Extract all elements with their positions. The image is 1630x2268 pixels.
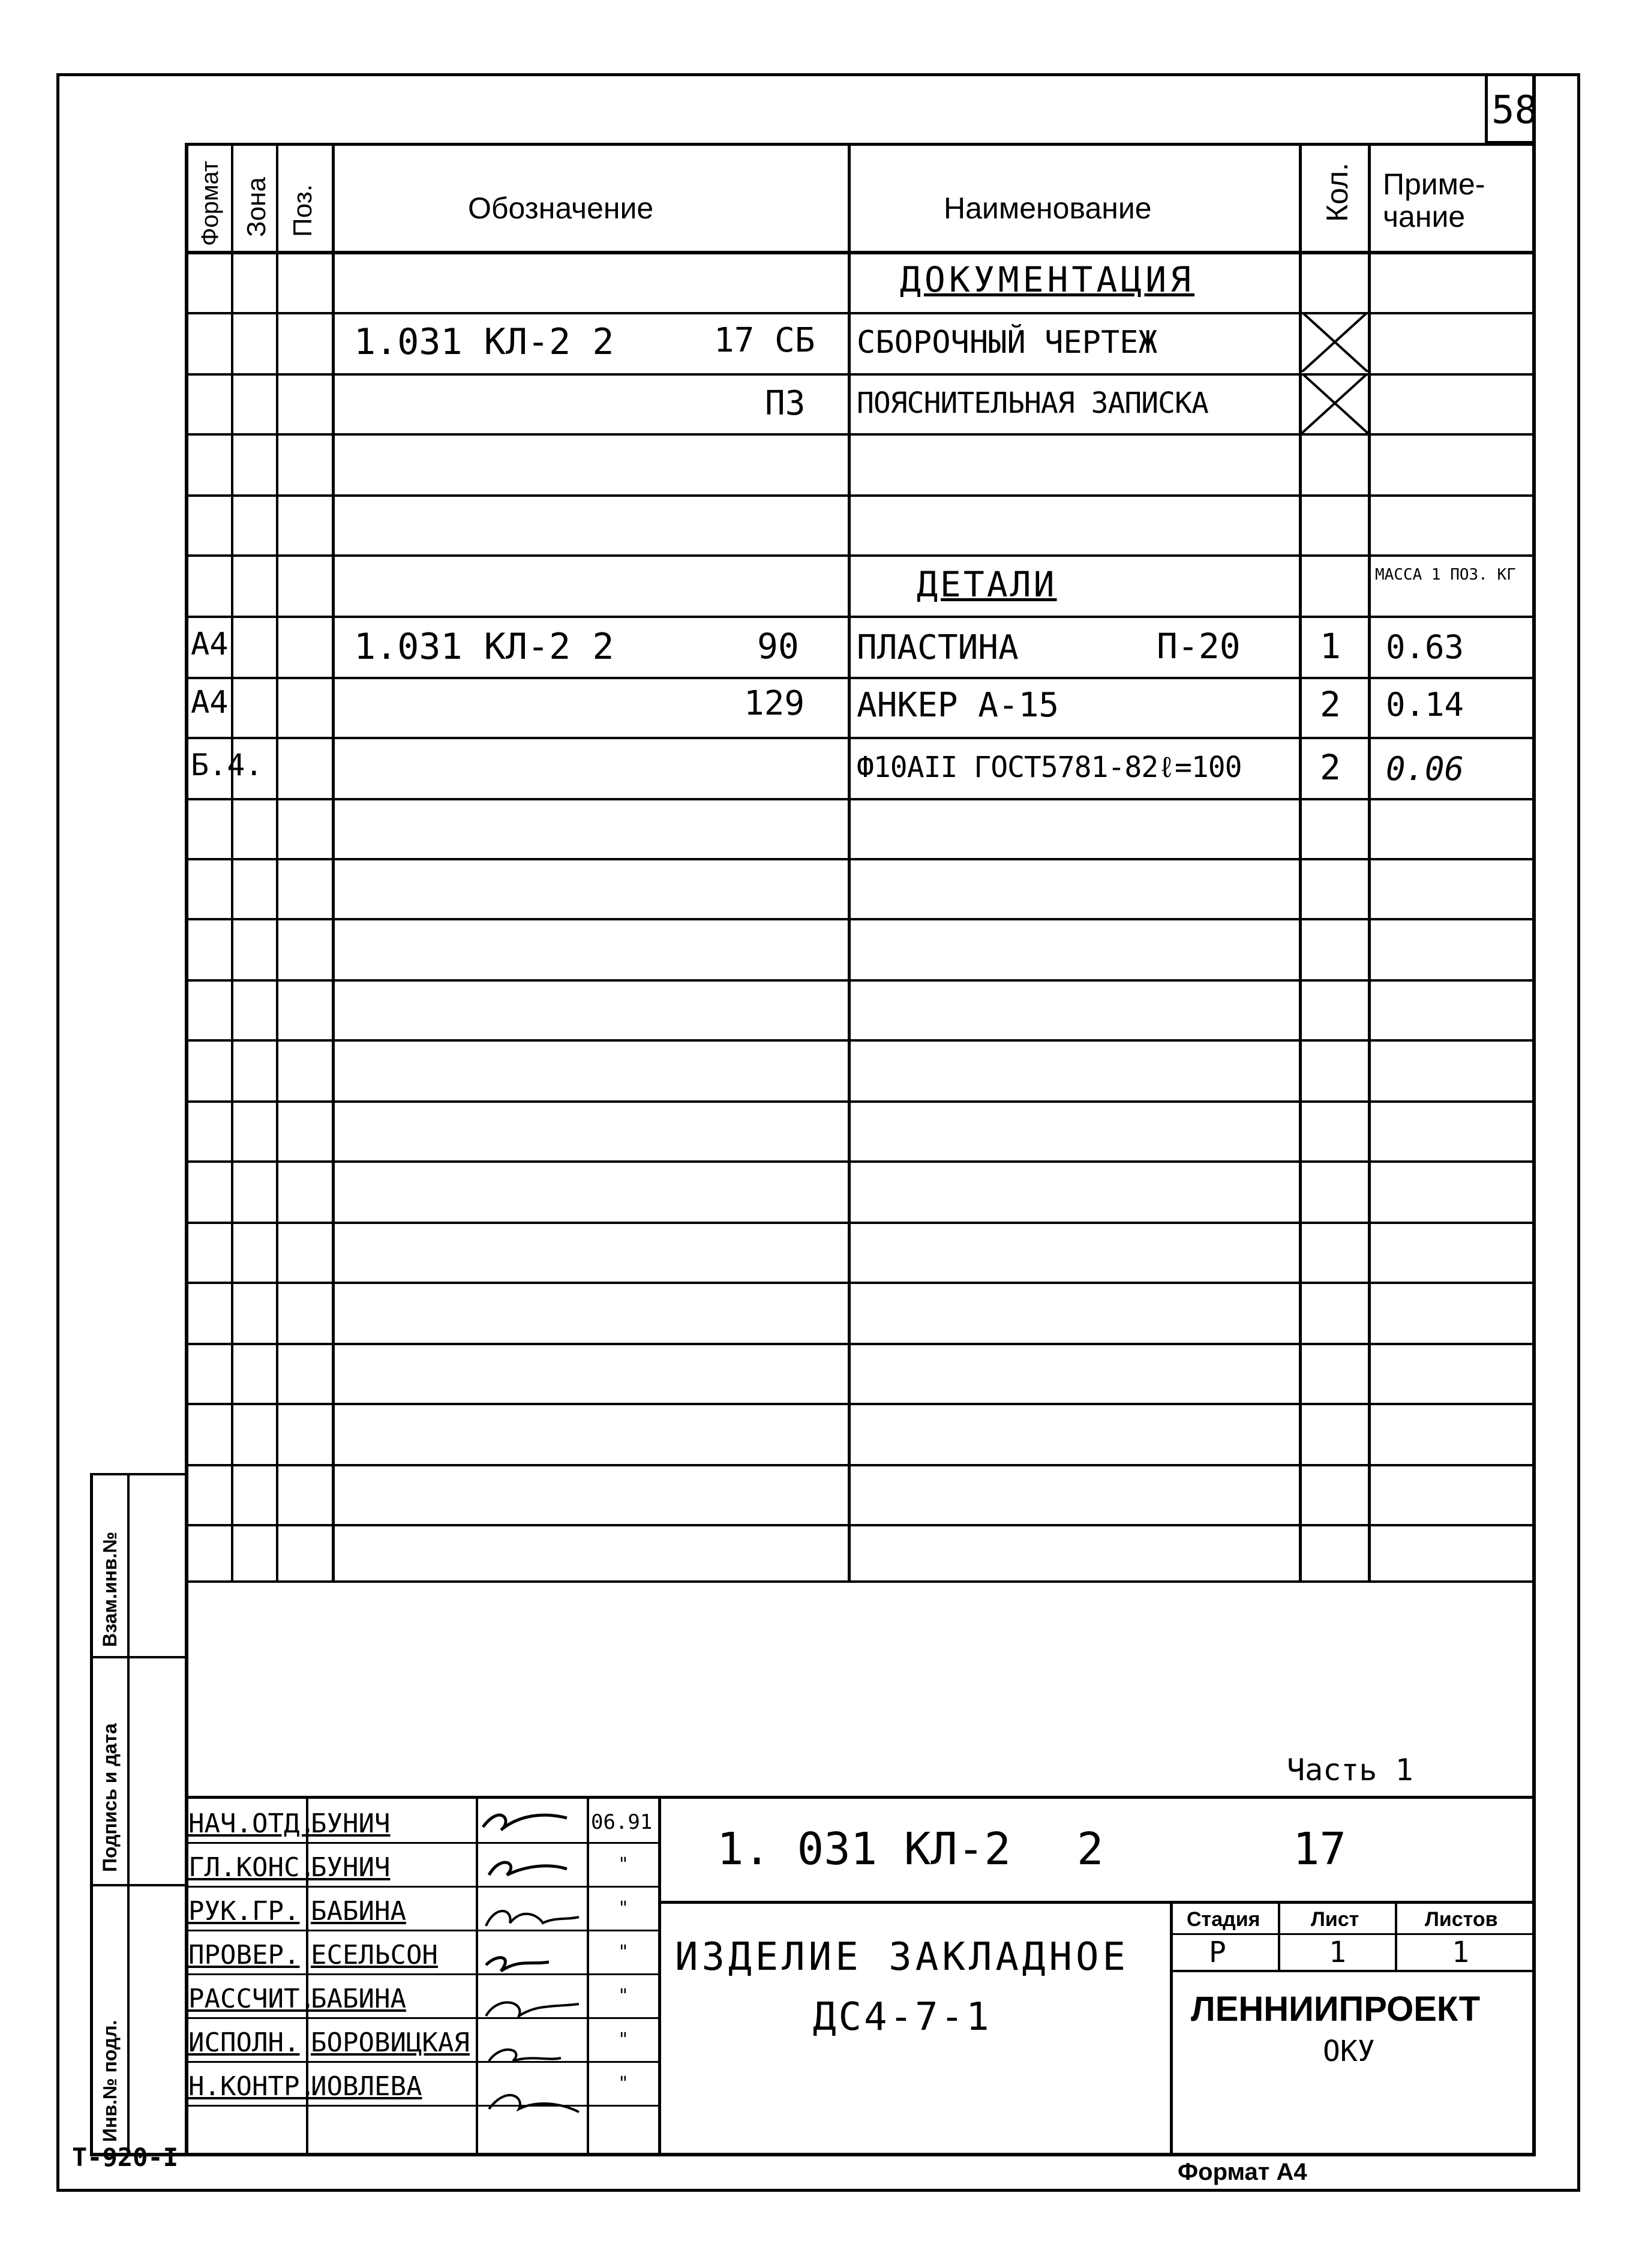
header-qty: Кол. <box>1320 163 1354 222</box>
row7-designation: 1.031 КЛ-2 2 <box>354 626 614 668</box>
col-line-2 <box>276 143 278 1583</box>
staff-date: " <box>618 1942 629 1963</box>
side-stamp-sep2 <box>90 1884 186 1886</box>
side-stamp-sep1 <box>90 1656 186 1658</box>
staff-role: НАЧ.ОТД. <box>188 1808 316 1839</box>
staff-date: " <box>618 2029 629 2050</box>
table-row-line <box>185 433 1536 436</box>
row2-designation: 1.031 КЛ-2 2 <box>354 321 614 363</box>
side-stamp-replace: Взам.инв.№ <box>99 1531 121 1647</box>
row7-note: 0.63 <box>1386 628 1464 666</box>
staff-date: " <box>618 1854 629 1875</box>
row9-note: 0.06 <box>1386 750 1464 788</box>
header-pos: Поз. <box>288 184 317 237</box>
table-row-line <box>185 1039 1536 1042</box>
staff-row-line <box>185 2061 660 2063</box>
title-stage-line <box>1170 1933 1536 1935</box>
row7-qty: 1 <box>1320 626 1341 667</box>
table-row-line <box>185 1222 1536 1224</box>
outer-frame-top <box>56 73 1580 76</box>
title-org-line <box>1170 1970 1536 1972</box>
staff-name: ИОВЛЕВА <box>311 2071 422 2102</box>
doc-code: 1. 031 КЛ-2 <box>717 1823 1011 1875</box>
staff-role: РУК.ГР. <box>188 1896 300 1927</box>
inner-frame-right <box>1532 73 1536 2155</box>
staff-row-line <box>185 2017 660 2019</box>
table-row-line <box>185 554 1536 557</box>
header-name: Наименование <box>944 191 1152 225</box>
table-row-line <box>185 1524 1536 1526</box>
table-row-line <box>185 494 1536 497</box>
staff-name: БАБИНА <box>311 1896 406 1927</box>
cross-box-row3 <box>1302 373 1368 433</box>
header-note-2: чание <box>1383 200 1466 233</box>
row9-name: Ф10АII ГОСТ5781-82ℓ=100 <box>857 751 1242 784</box>
table-row-line <box>185 979 1536 982</box>
staff-row-line <box>185 2105 660 2107</box>
stage-value: Р <box>1209 1936 1226 1969</box>
title-top-line <box>185 1796 1536 1799</box>
stage-label: Стадия <box>1187 1908 1260 1931</box>
staff-role: РАССЧИТ. <box>188 1984 316 2014</box>
staff-row-line <box>185 1886 660 1888</box>
staff-date: " <box>618 1898 629 1919</box>
row7-format: А4 <box>191 626 229 662</box>
table-row-line <box>185 858 1536 860</box>
staff-role: ИСПОЛН. <box>188 2027 300 2058</box>
row8-sheet: 129 <box>744 684 805 723</box>
staff-col-4 <box>658 1796 661 2156</box>
header-bottom-line <box>185 251 1536 254</box>
org-name: ЛЕННИИПРОЕКТ <box>1191 1990 1481 2029</box>
staff-date: " <box>618 2073 629 2094</box>
doc-title-2: ДС4-7-1 <box>813 1995 992 2039</box>
row8-note: 0.14 <box>1386 686 1464 724</box>
table-row-line <box>185 1464 1536 1466</box>
row8-name: АНКЕР А-15 <box>857 686 1059 725</box>
header-format: Формат <box>197 160 223 246</box>
part-label: Часть 1 <box>1287 1753 1413 1787</box>
row7-name: ПЛАСТИНА <box>857 628 1019 667</box>
row9-format: Б.4. <box>191 748 263 782</box>
row6-note: МАССА 1 ПОЗ. КГ <box>1375 566 1516 584</box>
org-dept: ОКУ <box>1323 2035 1375 2068</box>
row3-name: ПОЯСНИТЕЛЬНАЯ ЗАПИСКА <box>857 386 1208 420</box>
sheets-value: 1 <box>1452 1936 1469 1969</box>
sheet-label: Лист <box>1311 1908 1359 1931</box>
staff-name: БАБИНА <box>311 1984 406 2014</box>
staff-row-line <box>185 1930 660 1931</box>
table-row-line <box>185 1343 1536 1345</box>
table-row-line <box>185 737 1536 739</box>
row2-sheet: 17 СБ <box>714 321 815 360</box>
side-stamp-mid <box>127 1473 130 2156</box>
page-number: 58 <box>1491 88 1538 133</box>
row2-name: СБОРОЧНЫЙ ЧЕРТЕЖ <box>857 325 1157 361</box>
row7-name2: П-20 <box>1157 626 1241 667</box>
table-row-line <box>185 1580 1536 1583</box>
table-row-line <box>185 677 1536 679</box>
row8-qty: 2 <box>1320 684 1341 725</box>
signature-scribbles <box>477 1797 585 2154</box>
table-row-line <box>185 1282 1536 1284</box>
header-note-1: Приме- <box>1383 167 1485 201</box>
doc-title-1: ИЗДЕЛИЕ ЗАКЛАДНОЕ <box>675 1935 1130 1979</box>
col-line-4 <box>848 143 851 1583</box>
stage-col-3 <box>1395 1901 1397 1971</box>
col-line-3 <box>332 143 335 1583</box>
staff-col-1 <box>306 1796 308 2156</box>
staff-col-3 <box>587 1796 589 2156</box>
cross-box-row2 <box>1302 312 1368 372</box>
row7-sheet: 90 <box>757 626 799 667</box>
table-row-line <box>185 1160 1536 1163</box>
staff-row-line <box>185 1842 660 1844</box>
outer-frame-bottom <box>56 2189 1580 2192</box>
staff-name: БОРОВИЦКАЯ <box>311 2027 470 2058</box>
table-row-line <box>185 1100 1536 1103</box>
table-row-line <box>185 798 1536 800</box>
side-stamp-inv: Инв.№ подл. <box>99 2020 121 2142</box>
page-box-left <box>1485 73 1488 143</box>
title-mid-line <box>660 1901 1536 1904</box>
doc-code-num: 17 <box>1293 1823 1347 1875</box>
table-row-line <box>185 616 1536 618</box>
outer-frame-right <box>1577 73 1580 2191</box>
side-stamp-left <box>90 1473 93 2156</box>
staff-role: Н.КОНТР. <box>188 2071 316 2102</box>
stage-col-1 <box>1170 1901 1173 2156</box>
staff-name: ЕСЕЛЬСОН <box>311 1940 438 1970</box>
col-line-6 <box>1368 143 1371 1583</box>
side-stamp-top <box>90 1473 186 1475</box>
bottom-left-code: Т-920-I <box>72 2143 179 2172</box>
stage-col-2 <box>1278 1901 1280 1971</box>
staff-date: 06.91 <box>591 1810 653 1834</box>
section-details: ДЕТАЛИ <box>917 564 1057 605</box>
staff-role: ГЛ.КОНС. <box>188 1852 316 1883</box>
doc-code-sheet: 2 <box>1077 1823 1104 1875</box>
row8-format: А4 <box>191 685 229 721</box>
staff-name: БУНИЧ <box>311 1808 391 1839</box>
outer-frame-left <box>56 73 59 2191</box>
section-documentation: ДОКУМЕНТАЦИЯ <box>900 259 1195 300</box>
row3-sheet: ПЗ <box>765 384 806 423</box>
sheet-value: 1 <box>1329 1936 1346 1969</box>
header-designation: Обозначение <box>468 191 654 225</box>
staff-date: " <box>618 1985 629 2006</box>
table-top-line <box>185 143 1536 146</box>
sheets-label: Листов <box>1425 1908 1498 1931</box>
header-zone: Зона <box>242 177 271 237</box>
staff-row-line <box>185 1973 660 1975</box>
col-line-1 <box>231 143 233 1583</box>
table-row-line <box>185 918 1536 920</box>
table-row-line <box>185 1403 1536 1405</box>
staff-name: БУНИЧ <box>311 1852 391 1883</box>
side-stamp-sign: Подпись и дата <box>99 1723 121 1872</box>
format-footer: Формат А4 <box>1178 2159 1307 2185</box>
row9-qty: 2 <box>1320 747 1341 788</box>
staff-role: ПРОВЕР. <box>188 1940 300 1970</box>
